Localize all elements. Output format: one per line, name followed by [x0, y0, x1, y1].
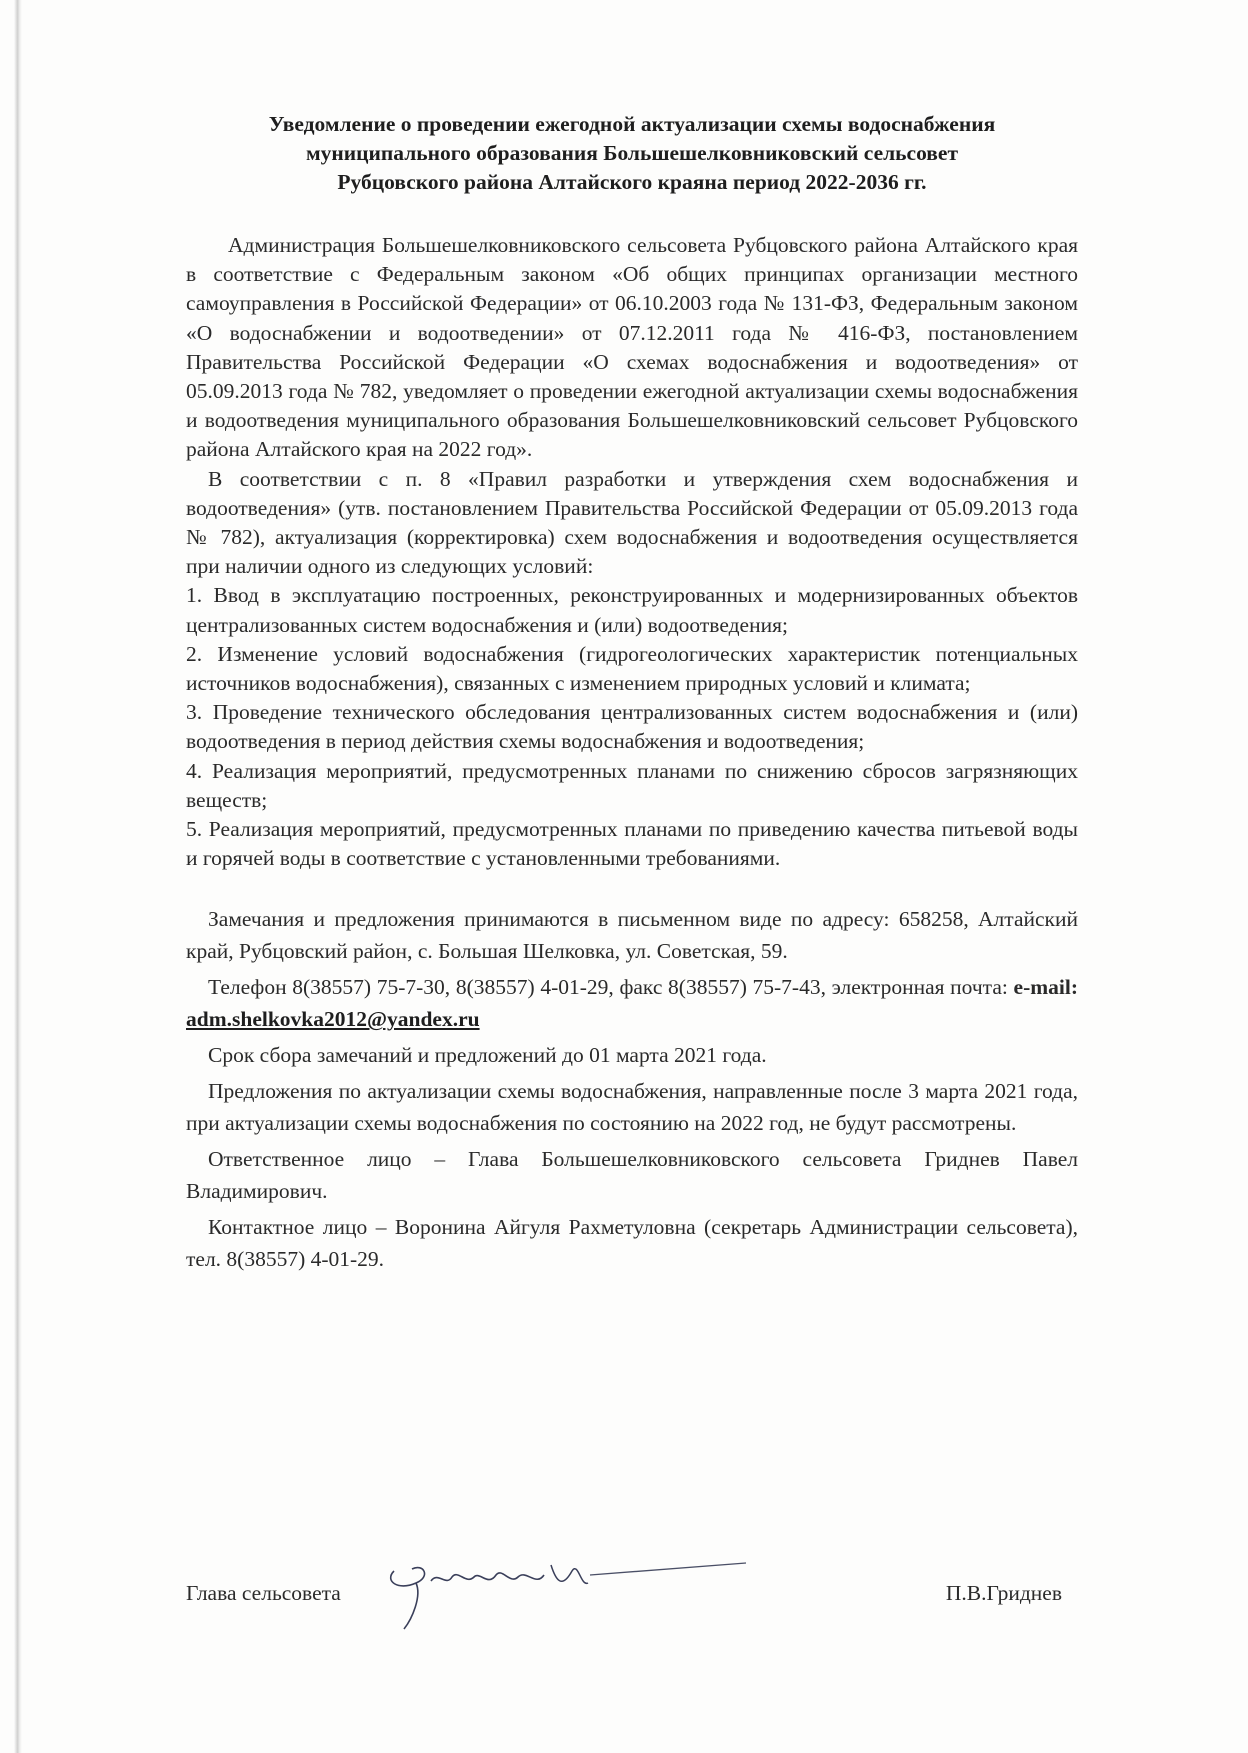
- responsible-person-paragraph: Ответственное лицо – Глава Большешелковниковского сельсовета Гриднев Павел Владимирович.: [186, 1147, 1078, 1204]
- address-paragraph: Замечания и предложения принимаются в письменном виде по адресу: 658258, Алтайский край, Рубцовский район, с. Большая Шелковка, ул. Советская, 59.: [186, 907, 1078, 964]
- late-proposals-paragraph: Предложения по актуализации схемы водоснабжения, направленные после 3 марта 2021 года, при актуализации схемы водоснабжения по состоянию на 2022 год, не будут рассмотрены.: [186, 1079, 1078, 1136]
- condition-item-2: 2. Изменение условий водоснабжения (гидрогеологических характеристик потенциальных источников водоснабжения), связанных с изменением природных условий и климата;: [186, 641, 1078, 696]
- spacer: [186, 873, 1078, 903]
- title-line-1: Уведомление о проведении ежегодной актуализации схемы водоснабжения: [268, 112, 996, 136]
- document-title: [186, 110, 1078, 197]
- email-label: e-mail:: [1013, 975, 1078, 1000]
- signature-position-label: Глава сельсовета: [186, 1581, 341, 1605]
- phone-text: Телефон 8(38557) 75-7-30, 8(38557) 4-01-29, факс 8(38557) 75-7-43, электронная почта:: [208, 975, 1014, 1000]
- scan-edge-shadow: [14, 0, 22, 1753]
- conditions-list: [186, 581, 1078, 873]
- condition-item-3: 3. Проведение технического обследования централизованных систем водоснабжения и (или) водоотведения в период действия схемы водоснабжения и водоотведения;: [186, 700, 1078, 754]
- conditions-intro-paragraph: В соответствии с п. 8 «Правил разработки и утверждения схем водоснабжения и водоотведения» (утв. постановлением Правительства Российской Федерации от 05.09.2013 года № 782), актуализация (корректировка) схем водоснабжения и водоотведения осуществляется при наличии одного из следующих условий:: [186, 466, 1078, 579]
- contact-person-paragraph: Контактное лицо – Воронина Айгуля Рахметуловна (секретарь Администрации сельсовета), тел. 8(38557) 4-01-29.: [186, 1215, 1078, 1272]
- signature-row: [186, 1555, 1078, 1635]
- title-line-2: муниципального образования Большешелковниковский сельсовет: [305, 141, 959, 165]
- deadline-paragraph: Срок сбора замечаний и предложений до 01 марта 2021 года.: [208, 1043, 767, 1068]
- phone-paragraph: [186, 971, 1078, 1035]
- contact-block: [186, 903, 1078, 1275]
- title-line-3: Рубцовского района Алтайского краяна период 2022-2036 гг.: [337, 170, 927, 194]
- condition-item-4: 4. Реализация мероприятий, предусмотренных планами по снижению сбросов загрязняющих веществ;: [186, 758, 1078, 812]
- handwritten-signature-icon: [376, 1541, 756, 1631]
- document-page: [186, 110, 1078, 1279]
- condition-item-5: 5. Реализация мероприятий, предусмотренных планами по приведению качества питьевой воды и горячей воды в соответствие с установленными требованиями.: [186, 817, 1078, 871]
- condition-item-1: 1. Ввод в эксплуатацию построенных, реконструированных и модернизированных объектов централизованных систем водоснабжения и (или) водоотведения;: [186, 583, 1078, 637]
- signatory-name: П.В.Гриднев: [945, 1581, 1062, 1605]
- intro-paragraph: Администрация Большешелковниковского сельсовета Рубцовского района Алтайского края в соответствие с Федеральным законом «Об общих принципах организации местного самоуправления в Российской Федерации» от 06.10.2003 года № 131-ФЗ, Федеральным законом «О водоснабжении и водоотведении» от 07.12.2011 года № 416-ФЗ, постановлением Правительства Российской Федерации «О схемах водоснабжения и водоотведения» от 05.09.2013 года № 782, уведомляет о проведении ежегодной актуализации схемы водоснабжения и водоотведения муниципального образования Большешелковниковский сельсовет Рубцовского района Алтайского края на 2022 год».: [186, 233, 1078, 462]
- email-link[interactable]: adm.shelkovka2012@yandex.ru: [186, 1007, 480, 1032]
